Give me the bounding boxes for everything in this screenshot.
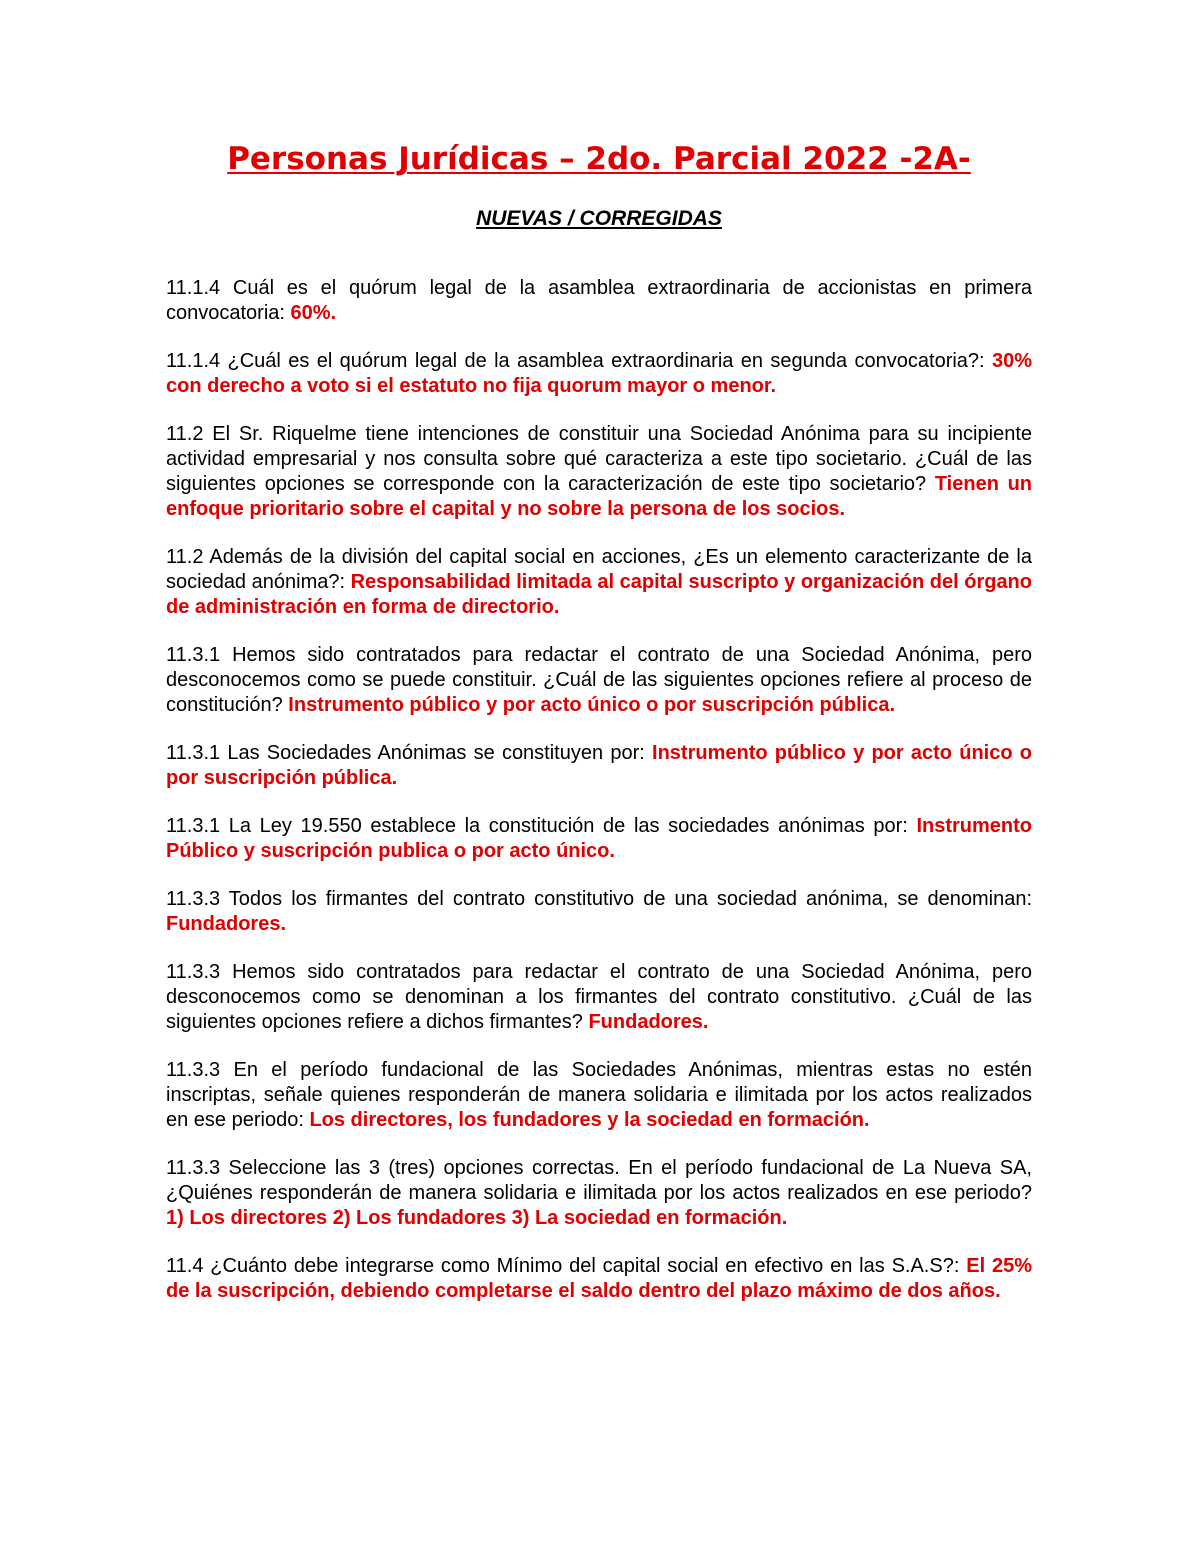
question-item — [166, 741, 1032, 791]
answer-text: Instrumento público y por acto único o por suscripción pública. — [288, 694, 896, 716]
question-text: 11.3.1 La Ley 19.550 establece la constitución de las sociedades anónimas por: — [166, 815, 917, 837]
document-subtitle: NUEVAS / CORREGIDAS — [476, 207, 722, 230]
question-text: 11.2 Además de la división del capital social en acciones, ¿Es un elemento caracterizante de la sociedad anónima?: — [166, 546, 1032, 593]
question-item — [166, 643, 1032, 718]
question-text: 11.3.3 En el período fundacional de las Sociedades Anónimas, mientras estas no estén inscriptas, señale quienes responderán de manera solidaria e ilimitada por los actos realizados en ese periodo: — [166, 1059, 1032, 1131]
question-text: 11.4 ¿Cuánto debe integrarse como Mínimo del capital social en efectivo en las S.A.S?: — [166, 1255, 967, 1277]
answer-text: Fundadores. — [588, 1011, 709, 1033]
question-text: 11.3.1 Hemos sido contratados para redactar el contrato de una Sociedad Anónima, pero desconocemos como se puede constituir. ¿Cuál de las siguientes opciones refiere al proceso de constitución? — [166, 644, 1032, 716]
question-item — [166, 887, 1032, 937]
answer-text: 60%. — [290, 302, 337, 324]
question-item — [166, 1058, 1032, 1133]
document-title: Personas Jurídicas – 2do. Parcial 2022 -2A- — [227, 141, 971, 177]
question-text: 11.3.1 Las Sociedades Anónimas se constituyen por: — [166, 742, 653, 764]
question-item — [166, 1254, 1032, 1304]
question-text: 11.3.3 Todos los firmantes del contrato constitutivo de una sociedad anónima, se denominan: — [166, 888, 1032, 910]
answer-text: Responsabilidad limitada al capital suscripto y organización del órgano de administración en forma de directorio. — [166, 571, 1032, 618]
answer-text: Fundadores. — [166, 913, 287, 935]
question-item — [166, 814, 1032, 864]
question-item — [166, 349, 1032, 399]
answer-text: 30% con derecho a voto si el estatuto no fija quorum mayor o menor. — [166, 350, 1032, 397]
question-text: 11.1.4 Cuál es el quórum legal de la asamblea extraordinaria de accionistas en primera convocatoria: — [166, 277, 1032, 324]
answer-text: 1) Los directores 2) Los fundadores 3) La sociedad en formación. — [166, 1207, 788, 1229]
answer-text: Tienen un enfoque prioritario sobre el capital y no sobre la persona de los socios. — [166, 473, 1032, 520]
question-text: 11.3.3 Hemos sido contratados para redactar el contrato de una Sociedad Anónima, pero desconocemos como se denominan a los firmantes del contrato constitutivo. ¿Cuál de las siguientes opciones refiere a dichos firmantes? — [166, 961, 1032, 1033]
question-text: 11.1.4 ¿Cuál es el quórum legal de la asamblea extraordinaria en segunda convocatoria?: — [166, 350, 992, 372]
answer-text: Instrumento Público y suscripción publica o por acto único. — [166, 815, 1032, 862]
answer-text: Instrumento público y por acto único o por suscripción pública. — [166, 742, 1032, 789]
question-item — [166, 422, 1032, 522]
question-item — [166, 276, 1032, 326]
answer-text: El 25% de la suscripción, debiendo completarse el saldo dentro del plazo máximo de dos años. — [166, 1255, 1032, 1302]
question-item — [166, 545, 1032, 620]
document-page — [166, 138, 1032, 1327]
question-item — [166, 1156, 1032, 1231]
question-text: 11.2 El Sr. Riquelme tiene intenciones de constituir una Sociedad Anónima para su incipiente actividad empresarial y nos consulta sobre qué caracteriza a este tipo societario. ¿Cuál de las siguientes opciones se corresponde con la caracterización de este tipo societario? — [166, 423, 1032, 495]
question-list — [166, 276, 1032, 1304]
question-item — [166, 960, 1032, 1035]
answer-text: Los directores, los fundadores y la sociedad en formación. — [309, 1109, 870, 1131]
question-text: 11.3.3 Seleccione las 3 (tres) opciones correctas. En el período fundacional de La Nueva SA, ¿Quiénes responderán de manera solidaria e ilimitada por los actos realizados en ese periodo? — [166, 1157, 1032, 1204]
